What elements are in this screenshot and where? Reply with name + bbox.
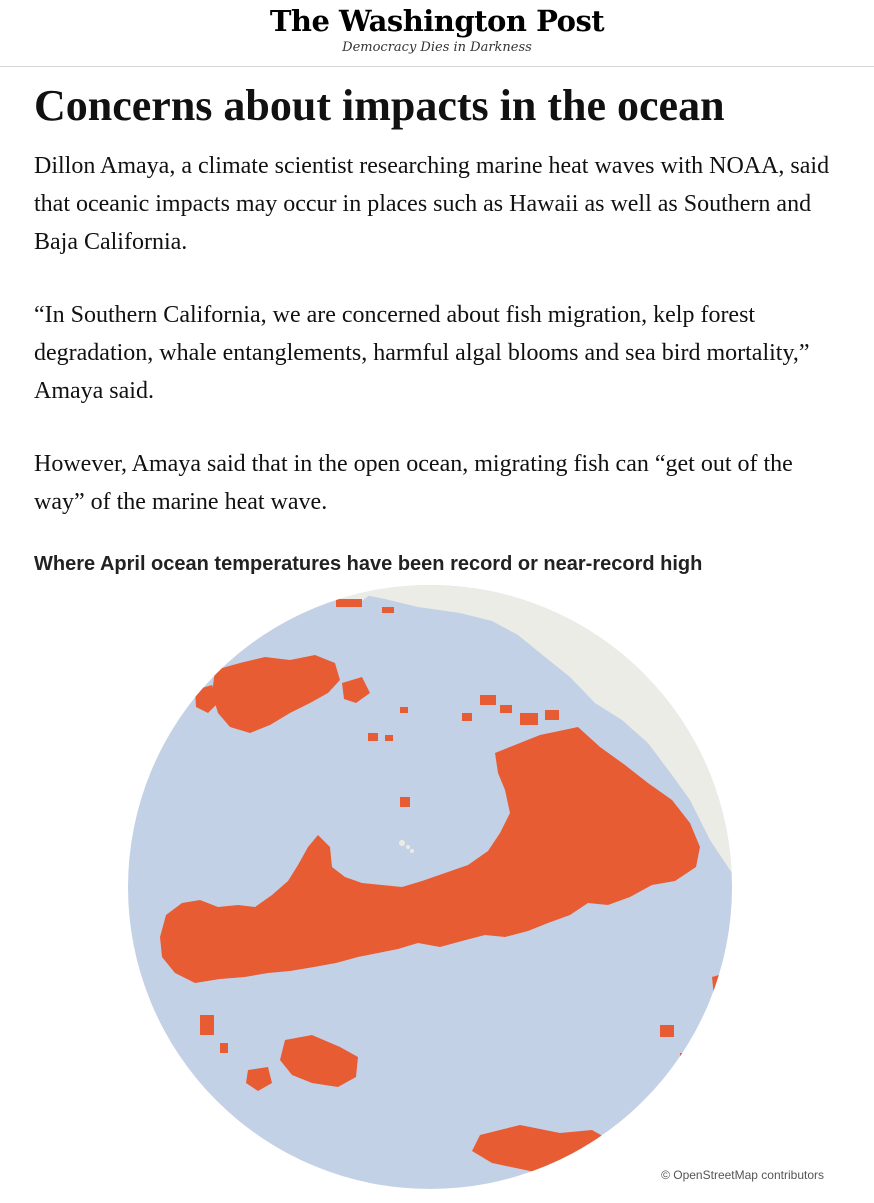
washington-post-logo[interactable]: The Washington Post <box>269 4 605 38</box>
map-credit: © OpenStreetMap contributors <box>661 1168 824 1182</box>
map-title: Where April ocean temperatures have been record or near-record high <box>34 553 703 575</box>
article-paragraph: Dillon Amaya, a climate scientist researching marine heat waves with NOAA, said that oceanic impacts may occur in places such as Hawaii as well as Southern and Baja California. <box>34 153 830 255</box>
masthead-tagline: Democracy Dies in Darkness <box>342 40 532 55</box>
article-paragraph: “In Southern California, we are concerned about fish migration, kelp forest degradation, whale entanglements, harmful algal blooms and sea bird mortality,” Amaya said. <box>34 302 810 404</box>
section-headline: Concerns about impacts in the ocean <box>34 81 725 130</box>
globe-map <box>100 585 760 1199</box>
globe-map-svg <box>100 585 760 1199</box>
masthead <box>0 0 874 67</box>
article-paragraph: However, Amaya said that in the open ocean, migrating fish can “get out of the way” of the marine heat wave. <box>34 451 793 515</box>
